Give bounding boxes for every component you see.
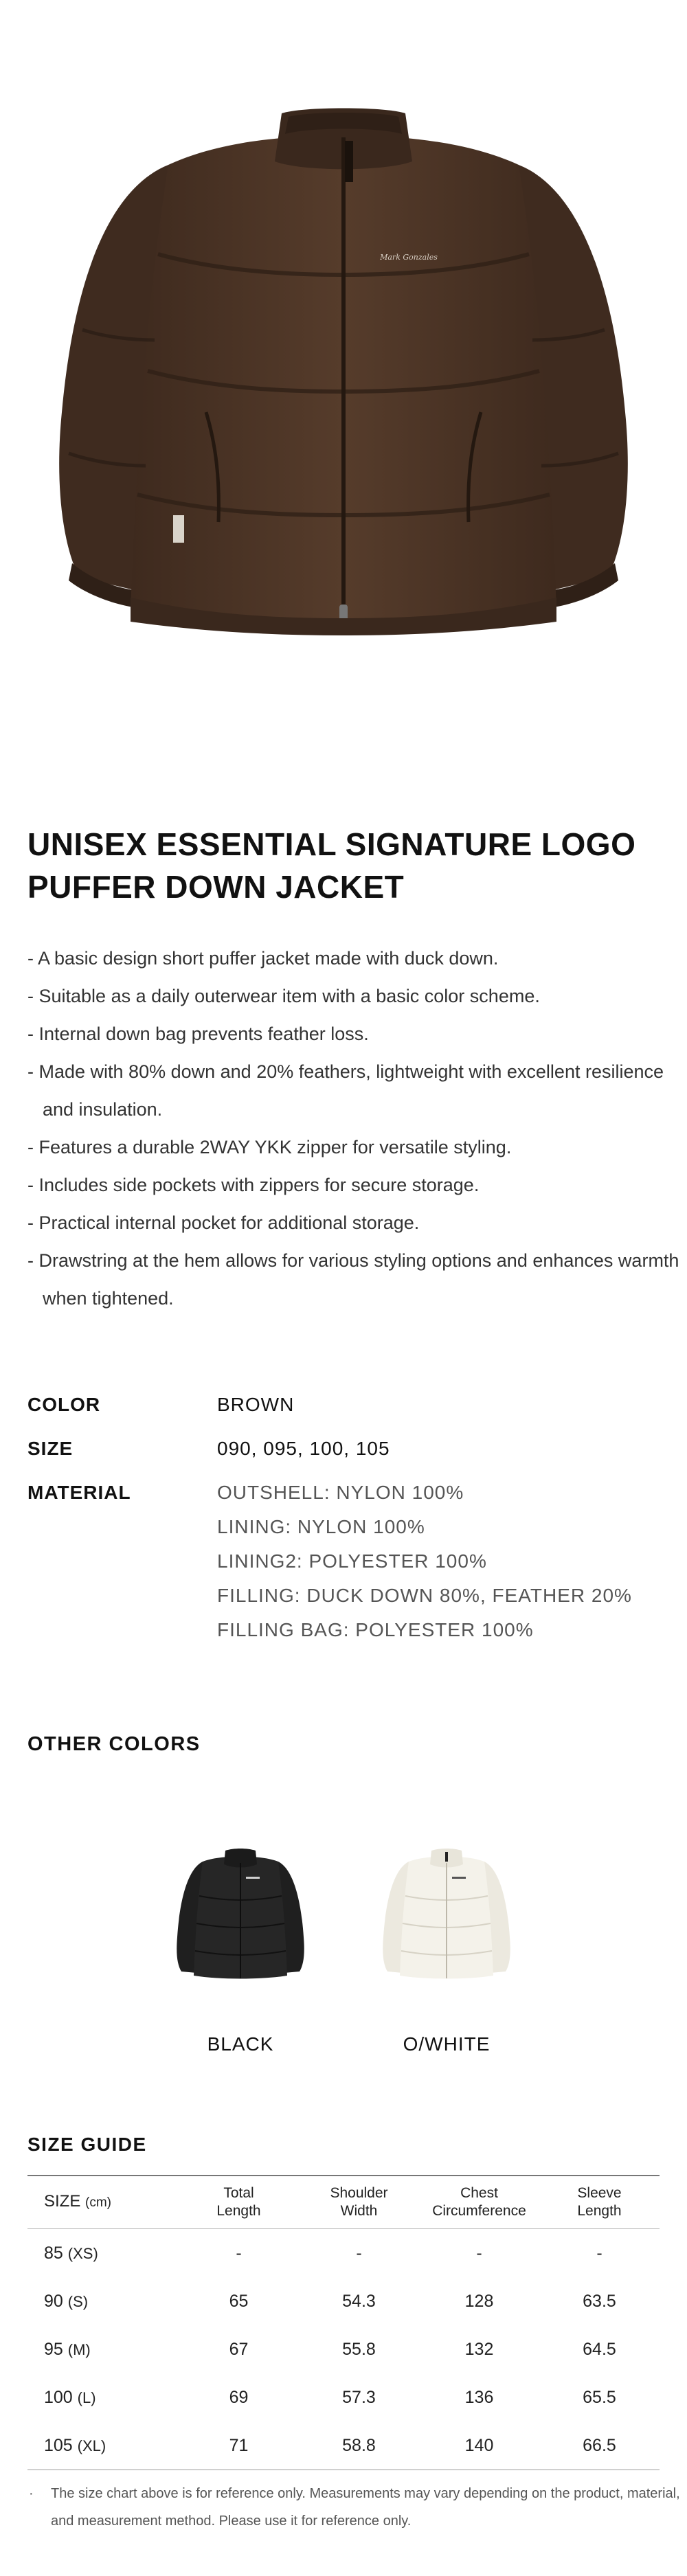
table-row <box>27 2325 660 2373</box>
table-cell: - <box>236 2243 242 2263</box>
size-code: (XL) <box>77 2437 106 2454</box>
table-cell: 63.5 <box>583 2291 616 2311</box>
description-item: - Made with 80% down and 20% feathers, lightweight with excellent resilience and insulation. <box>27 1053 680 1129</box>
material-value: LINING: NYLON 100% <box>217 1516 425 1537</box>
table-cell: 65.5 <box>583 2387 616 2407</box>
column-header-line: Width <box>340 2203 378 2219</box>
table-cell: 71 <box>229 2435 249 2455</box>
description-item: - Features a durable 2WAY YKK zipper for versatile styling. <box>27 1129 680 1166</box>
table-row <box>27 2229 660 2278</box>
material-value: FILLING: DUCK DOWN 80%, FEATHER 20% <box>217 1585 632 1606</box>
color-swatch-label: BLACK <box>207 2033 274 2055</box>
product-specs <box>27 1388 660 1647</box>
spec-row-material <box>27 1476 660 1647</box>
note-text: The size chart above is for reference only. Measurements may vary depending on the product, material, and measurement method. Please use it for reference only. <box>51 2486 680 2529</box>
material-value: OUTSHELL: NYLON 100% <box>217 1482 464 1503</box>
table-row <box>27 2421 660 2470</box>
table-cell: 58.8 <box>342 2435 376 2455</box>
column-header-line: Chest <box>460 2185 498 2201</box>
description-item: - A basic design short puffer jacket made with duck down. <box>27 940 680 978</box>
table-row <box>27 2277 660 2325</box>
color-swatch-label: O/WHITE <box>403 2033 491 2055</box>
size-column-header <box>27 2176 179 2229</box>
column-header <box>419 2176 539 2229</box>
note-bullet: · <box>29 2486 34 2501</box>
size-cell <box>27 2325 179 2373</box>
size-cell <box>27 2277 179 2325</box>
product-title-line2: PUFFER DOWN JACKET <box>27 869 405 905</box>
black-jacket-thumbnail[interactable] <box>172 1841 309 1985</box>
size-code: (L) <box>77 2388 96 2406</box>
size-code: (S) <box>67 2292 89 2310</box>
product-image <box>0 0 687 783</box>
table-cell: 55.8 <box>342 2339 376 2359</box>
table-cell: 136 <box>464 2387 494 2407</box>
product-title-line1: UNISEX ESSENTIAL SIGNATURE LOGO <box>27 826 636 862</box>
size-value: 105 <box>44 2435 73 2455</box>
column-header <box>179 2176 299 2229</box>
size-header-label: SIZE <box>44 2192 81 2211</box>
column-header-line: Sleeve <box>577 2185 622 2201</box>
spec-row-size <box>27 1432 660 1476</box>
table-cell: 54.3 <box>342 2291 376 2311</box>
spec-label: SIZE <box>27 1438 74 1459</box>
table-cell: 67 <box>229 2339 249 2359</box>
size-value: 100 <box>44 2387 73 2407</box>
size-cell <box>27 2373 179 2421</box>
size-code: (XS) <box>67 2244 98 2262</box>
table-cell: 69 <box>229 2387 249 2407</box>
product-description <box>27 940 680 1318</box>
material-value: FILLING BAG: POLYESTER 100% <box>217 1619 534 1640</box>
table-row <box>27 2373 660 2421</box>
table-cell: 57.3 <box>342 2387 376 2407</box>
table-cell: 66.5 <box>583 2435 616 2455</box>
size-cell <box>27 2229 179 2278</box>
table-cell: 132 <box>464 2339 494 2359</box>
table-cell: 64.5 <box>583 2339 616 2359</box>
description-item: - Internal down bag prevents feather loss. <box>27 1015 680 1053</box>
brown-puffer-jacket-image <box>0 0 687 783</box>
column-header-line: Total <box>223 2185 254 2201</box>
column-header-line: Length <box>577 2203 622 2219</box>
size-value: 85 <box>44 2243 63 2263</box>
size-guide-header-row <box>27 2176 660 2229</box>
column-header <box>299 2176 419 2229</box>
column-header-line: Length <box>216 2203 261 2219</box>
description-item: - Practical internal pocket for additional storage. <box>27 1204 680 1242</box>
other-colors-heading: OTHER COLORS <box>27 1733 201 1755</box>
table-cell: 65 <box>229 2291 249 2311</box>
size-cell <box>27 2421 179 2470</box>
table-cell: - <box>476 2243 482 2263</box>
material-value: LINING2: POLYESTER 100% <box>217 1550 487 1572</box>
column-header-line: Shoulder <box>330 2185 388 2201</box>
logo-embroidery: Mark Gonzales <box>380 253 438 262</box>
size-value: 95 <box>44 2339 63 2359</box>
size-header-unit: (cm) <box>85 2195 111 2210</box>
table-cell: 140 <box>464 2435 494 2455</box>
description-item: - Includes side pockets with zippers for secure storage. <box>27 1166 680 1204</box>
table-cell: 128 <box>464 2291 494 2311</box>
spec-value: BROWN <box>217 1394 295 1415</box>
description-item: - Suitable as a daily outerwear item with a basic color scheme. <box>27 978 680 1015</box>
spec-label: COLOR <box>27 1394 101 1415</box>
color-swatch-offwhite[interactable] <box>371 1841 522 2055</box>
spec-row-color <box>27 1388 660 1432</box>
description-item: - Drawstring at the hem allows for various styling options and enhances warmth when tightened. <box>27 1242 680 1318</box>
size-guide-heading: SIZE GUIDE <box>27 2134 147 2155</box>
column-header <box>539 2176 660 2229</box>
column-header-line: Circumference <box>432 2203 526 2219</box>
size-guide-table <box>27 2175 660 2470</box>
spec-label: MATERIAL <box>27 1482 131 1503</box>
spec-value: 090, 095, 100, 105 <box>217 1438 390 1459</box>
product-title <box>27 823 660 908</box>
offwhite-jacket-thumbnail[interactable] <box>378 1841 515 1985</box>
color-swatch-black[interactable] <box>165 1841 316 2055</box>
table-cell: - <box>596 2243 602 2263</box>
size-guide-note <box>27 2480 683 2535</box>
size-code: (M) <box>67 2340 91 2358</box>
table-cell: - <box>356 2243 362 2263</box>
size-value: 90 <box>44 2291 63 2311</box>
